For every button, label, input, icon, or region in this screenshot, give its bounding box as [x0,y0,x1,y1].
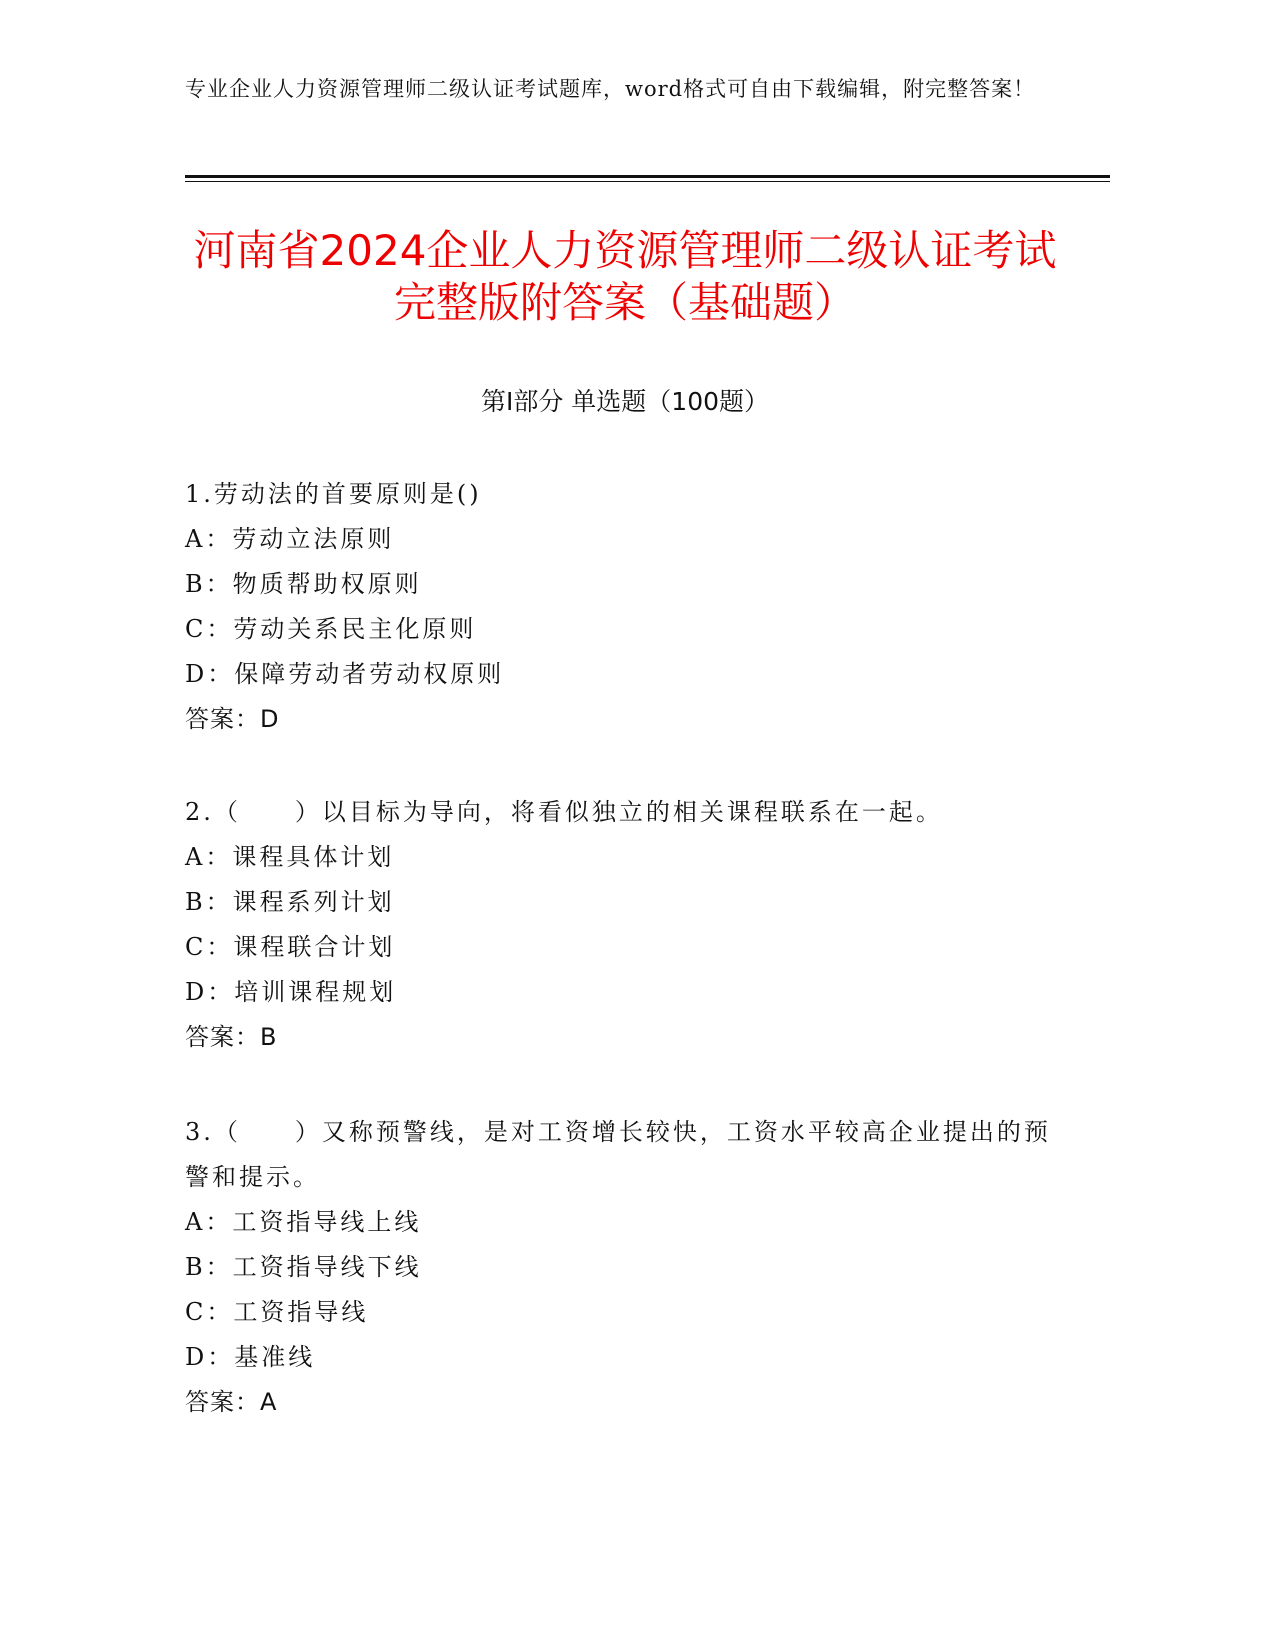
question-text: 3.（ ）又称预警线，是对工资增长较快，工资水平较高企业提出的预警和提示。 [185,1118,1051,1191]
option-a: A：劳动立法原则 [185,525,395,553]
header-divider-thin [185,181,1110,182]
option-c: C：工资指导线 [185,1298,369,1326]
section-heading: 第I部分 单选题（100题） [480,387,770,416]
document-title: 河南省2024企业人力资源管理师二级认证考试完整版附答案（基础题） [193,226,1057,327]
option-b: B：物质帮助权原则 [185,570,422,598]
option-a: A：课程具体计划 [185,843,395,871]
option-d: D：培训课程规划 [185,978,397,1006]
option-a: A：工资指导线上线 [185,1208,422,1236]
header-divider-thick [185,175,1110,178]
option-d: D：保障劳动者劳动权原则 [185,660,505,688]
question-3 [185,1110,1065,1425]
option-b: B：课程系列计划 [185,888,395,916]
document-header-note: 专业企业人力资源管理师二级认证考试题库，word格式可自由下载编辑，附完整答案！ [185,77,1036,101]
option-d: D：基准线 [185,1343,316,1371]
question-1 [185,472,1065,742]
answer: 答案：A [185,1388,278,1416]
question-text: 1.劳动法的首要原则是() [185,480,482,508]
question-text: 2.（ ）以目标为导向，将看似独立的相关课程联系在一起。 [185,798,943,826]
option-c: C：劳动关系民主化原则 [185,615,477,643]
option-c: C：课程联合计划 [185,933,396,961]
answer: 答案：D [185,705,280,733]
option-b: B：工资指导线下线 [185,1253,422,1281]
answer: 答案：B [185,1023,278,1051]
question-2 [185,790,1065,1060]
